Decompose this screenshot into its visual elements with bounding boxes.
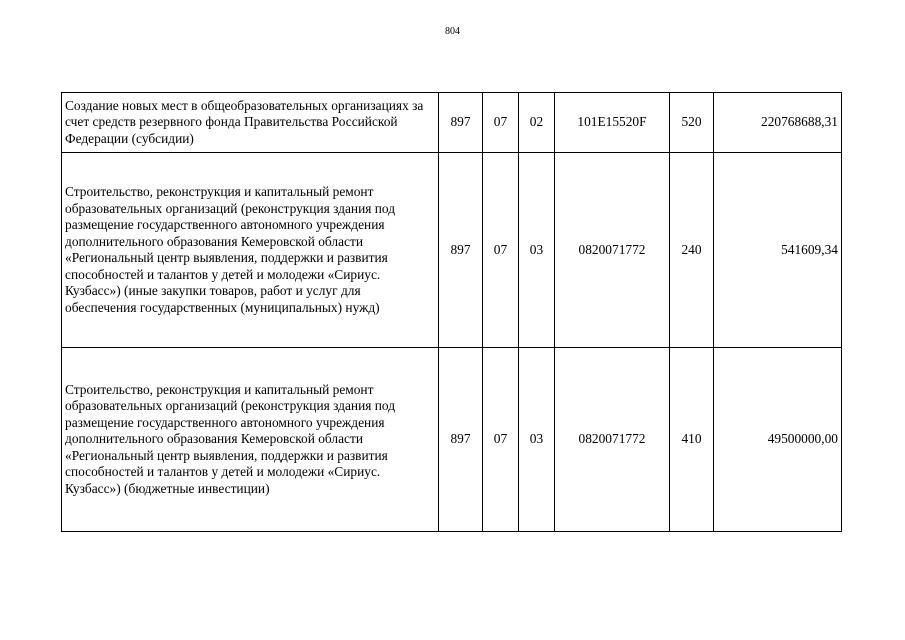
target-article-code: 0820071772 bbox=[555, 348, 670, 532]
row-description: Строительство, реконструкция и капитальный ремонт образовательных организаций (реконструкция здания под размещение государственного автономного учреждения дополнительного образования Кемеровской области «Региональный центр выявления, поддержки и развития способностей и талантов у детей и молодежи «Сириус. Кузбасс») (бюджетные инвестиции) bbox=[62, 348, 439, 532]
table-row bbox=[62, 93, 842, 153]
expense-type-code: 410 bbox=[670, 348, 714, 532]
table-row bbox=[62, 153, 842, 348]
amount-value: 49500000,00 bbox=[714, 348, 842, 532]
subsection-code: 03 bbox=[519, 153, 555, 348]
ministry-code: 897 bbox=[439, 93, 483, 153]
row-description: Создание новых мест в общеобразовательных организациях за счет средств резервного фонда Правительства Российской Федерации (субсидии) bbox=[62, 93, 439, 153]
target-article-code: 0820071772 bbox=[555, 153, 670, 348]
section-code: 07 bbox=[483, 93, 519, 153]
budget-table bbox=[61, 92, 842, 532]
expense-type-code: 520 bbox=[670, 93, 714, 153]
expense-type-code: 240 bbox=[670, 153, 714, 348]
ministry-code: 897 bbox=[439, 348, 483, 532]
section-code: 07 bbox=[483, 153, 519, 348]
subsection-code: 02 bbox=[519, 93, 555, 153]
row-description: Строительство, реконструкция и капитальный ремонт образовательных организаций (реконструкция здания под размещение государственного автономного учреждения дополнительного образования Кемеровской области «Региональный центр выявления, поддержки и развития способностей и талантов у детей и молодежи «Сириус. Кузбасс») (иные закупки товаров, работ и услуг для обеспечения государственных (муниципальных) нужд) bbox=[62, 153, 439, 348]
table-row bbox=[62, 348, 842, 532]
subsection-code: 03 bbox=[519, 348, 555, 532]
target-article-code: 101E15520F bbox=[555, 93, 670, 153]
amount-value: 541609,34 bbox=[714, 153, 842, 348]
section-code: 07 bbox=[483, 348, 519, 532]
amount-value: 220768688,31 bbox=[714, 93, 842, 153]
ministry-code: 897 bbox=[439, 153, 483, 348]
page-number: 804 bbox=[445, 26, 460, 37]
